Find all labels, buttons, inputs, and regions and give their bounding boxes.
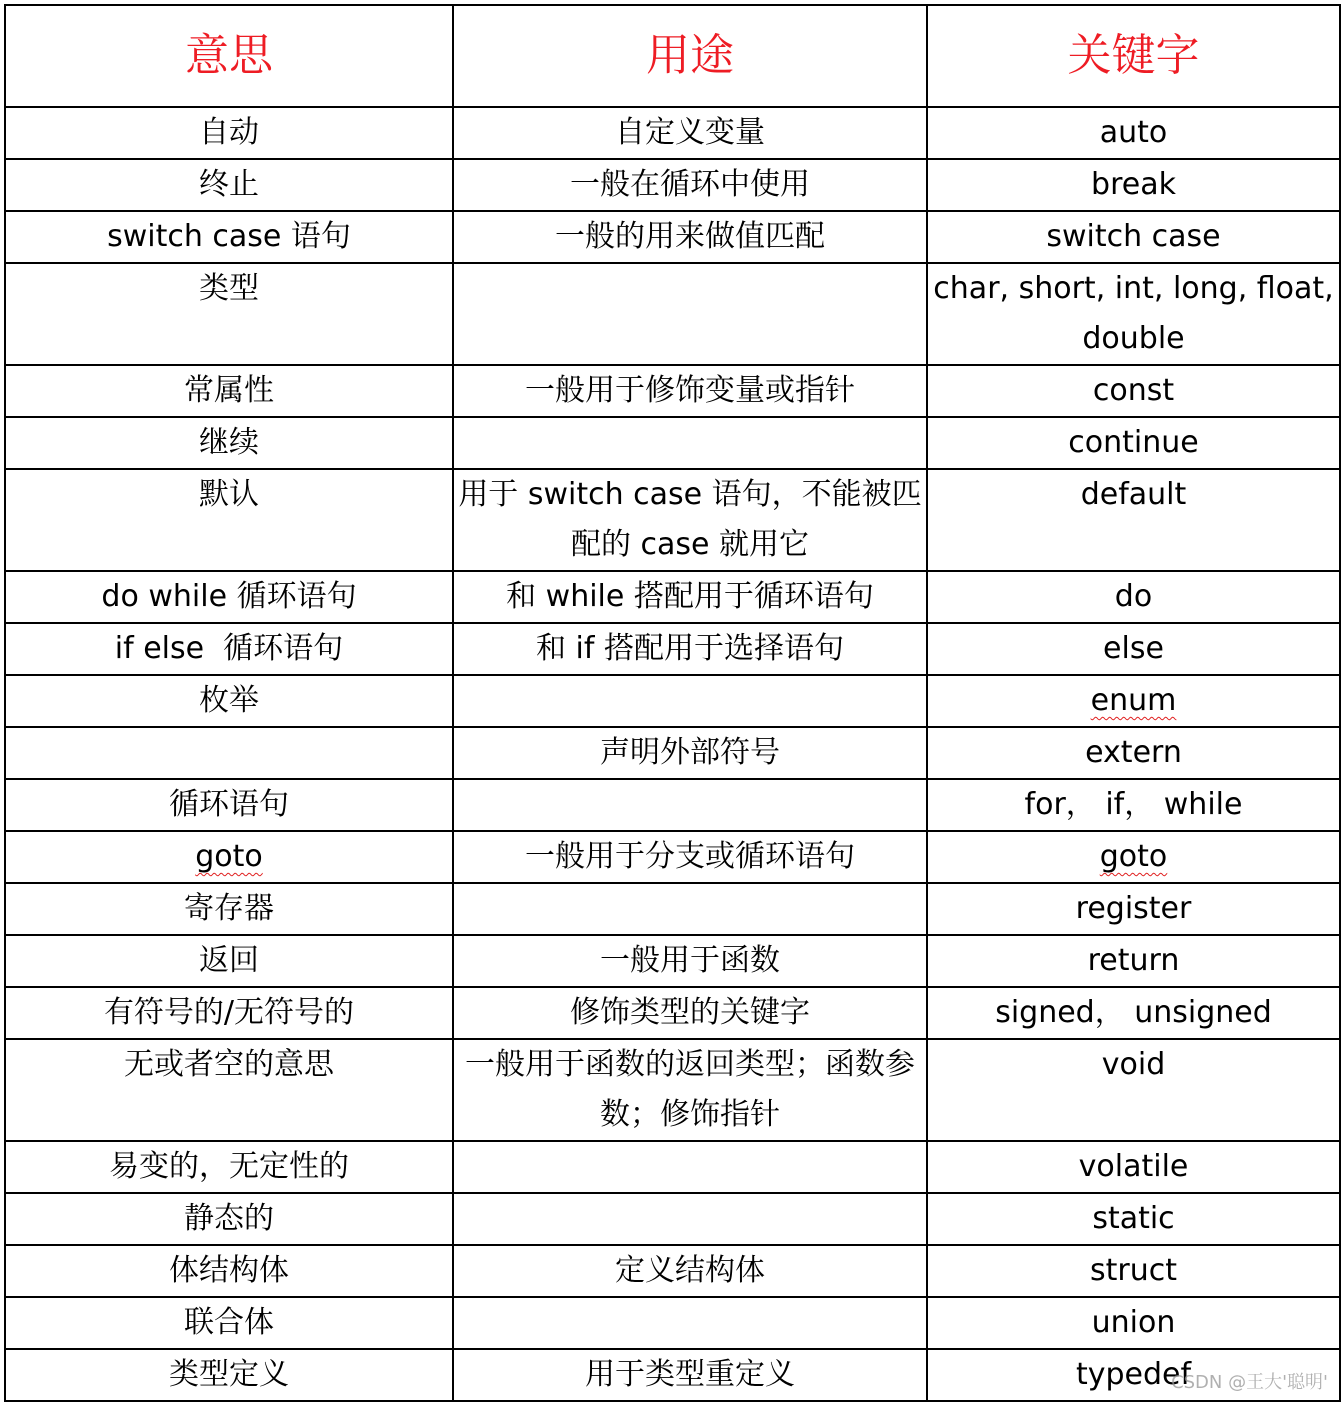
table-row xyxy=(5,1141,1340,1193)
table-row xyxy=(5,571,1340,623)
cell-keyword: void xyxy=(927,1039,1340,1141)
header-keyword: 关键字 xyxy=(927,5,1340,107)
cell-meaning: 类型 xyxy=(5,263,453,365)
cell-usage xyxy=(453,1141,927,1193)
table-row xyxy=(5,107,1340,159)
cell-usage xyxy=(453,263,927,365)
cell-meaning: 继续 xyxy=(5,417,453,469)
cell-meaning: 终止 xyxy=(5,159,453,211)
cell-usage: 一般用于修饰变量或指针 xyxy=(453,365,927,417)
table-row xyxy=(5,935,1340,987)
table-row xyxy=(5,831,1340,883)
cell-keyword: volatile xyxy=(927,1141,1340,1193)
cell-keyword: continue xyxy=(927,417,1340,469)
cell-meaning xyxy=(5,727,453,779)
cell-usage: 一般在循环中使用 xyxy=(453,159,927,211)
table-row xyxy=(5,1039,1340,1141)
table-row xyxy=(5,883,1340,935)
cell-keyword: static xyxy=(927,1193,1340,1245)
cell-usage: 一般用于函数的返回类型；函数参数；修饰指针 xyxy=(453,1039,927,1141)
cell-meaning: 有符号的/无符号的 xyxy=(5,987,453,1039)
cell-keyword xyxy=(927,675,1340,727)
table-row xyxy=(5,159,1340,211)
table-row xyxy=(5,469,1340,571)
cell-keyword: do xyxy=(927,571,1340,623)
cell-keyword: switch case xyxy=(927,211,1340,263)
cell-meaning: 常属性 xyxy=(5,365,453,417)
keyword-table xyxy=(4,4,1341,1402)
cell-meaning: 类型定义 xyxy=(5,1349,453,1401)
table-row xyxy=(5,365,1340,417)
cell-usage: 用于 switch case 语句，不能被匹配的 case 就用它 xyxy=(453,469,927,571)
cell-keyword: for， if， while xyxy=(927,779,1340,831)
cell-meaning: 循环语句 xyxy=(5,779,453,831)
spellcheck-underline: goto xyxy=(195,839,263,874)
cell-meaning: 静态的 xyxy=(5,1193,453,1245)
cell-keyword: union xyxy=(927,1297,1340,1349)
cell-usage xyxy=(453,417,927,469)
cell-keyword: char, short, int, long, float, double xyxy=(927,263,1340,365)
spellcheck-underline: goto xyxy=(1099,839,1168,874)
cell-meaning: 枚举 xyxy=(5,675,453,727)
table-row xyxy=(5,1349,1340,1401)
header-row xyxy=(5,5,1340,107)
cell-usage xyxy=(453,1297,927,1349)
cell-usage: 一般用于函数 xyxy=(453,935,927,987)
cell-usage xyxy=(453,883,927,935)
spellcheck-underline: enum xyxy=(1090,683,1177,718)
cell-meaning: 联合体 xyxy=(5,1297,453,1349)
table-row xyxy=(5,211,1340,263)
cell-keyword: struct xyxy=(927,1245,1340,1297)
cell-keyword: return xyxy=(927,935,1340,987)
cell-keyword xyxy=(927,831,1340,883)
table-row xyxy=(5,1193,1340,1245)
table-row xyxy=(5,623,1340,675)
cell-keyword: typedef xyxy=(927,1349,1340,1401)
cell-keyword: const xyxy=(927,365,1340,417)
cell-keyword: extern xyxy=(927,727,1340,779)
cell-meaning xyxy=(5,831,453,883)
cell-usage: 声明外部符号 xyxy=(453,727,927,779)
cell-usage: 和 while 搭配用于循环语句 xyxy=(453,571,927,623)
cell-usage: 自定义变量 xyxy=(453,107,927,159)
cell-keyword: default xyxy=(927,469,1340,571)
cell-meaning: 体结构体 xyxy=(5,1245,453,1297)
table-row xyxy=(5,1297,1340,1349)
cell-usage: 修饰类型的关键字 xyxy=(453,987,927,1039)
table-row xyxy=(5,417,1340,469)
cell-meaning: switch case 语句 xyxy=(5,211,453,263)
cell-meaning: do while 循环语句 xyxy=(5,571,453,623)
table-row xyxy=(5,1245,1340,1297)
cell-usage: 一般的用来做值匹配 xyxy=(453,211,927,263)
table-row xyxy=(5,987,1340,1039)
table-row xyxy=(5,727,1340,779)
cell-usage: 和 if 搭配用于选择语句 xyxy=(453,623,927,675)
cell-keyword: signed， unsigned xyxy=(927,987,1340,1039)
table-row xyxy=(5,779,1340,831)
cell-usage xyxy=(453,675,927,727)
table-row xyxy=(5,263,1340,365)
cell-meaning: 易变的，无定性的 xyxy=(5,1141,453,1193)
cell-meaning: 寄存器 xyxy=(5,883,453,935)
cell-meaning: 返回 xyxy=(5,935,453,987)
cell-usage: 一般用于分支或循环语句 xyxy=(453,831,927,883)
cell-keyword: else xyxy=(927,623,1340,675)
cell-usage xyxy=(453,779,927,831)
watermark: CSDN @王大'聪明' xyxy=(1171,1372,1328,1393)
cell-meaning: 无或者空的意思 xyxy=(5,1039,453,1141)
cell-usage xyxy=(453,1193,927,1245)
header-meaning: 意思 xyxy=(5,5,453,107)
cell-meaning: 默认 xyxy=(5,469,453,571)
table-row xyxy=(5,675,1340,727)
cell-keyword: register xyxy=(927,883,1340,935)
cell-meaning: 自动 xyxy=(5,107,453,159)
cell-usage: 定义结构体 xyxy=(453,1245,927,1297)
cell-usage: 用于类型重定义 xyxy=(453,1349,927,1401)
cell-keyword: break xyxy=(927,159,1340,211)
header-usage: 用途 xyxy=(453,5,927,107)
cell-keyword: auto xyxy=(927,107,1340,159)
cell-meaning: if else 循环语句 xyxy=(5,623,453,675)
